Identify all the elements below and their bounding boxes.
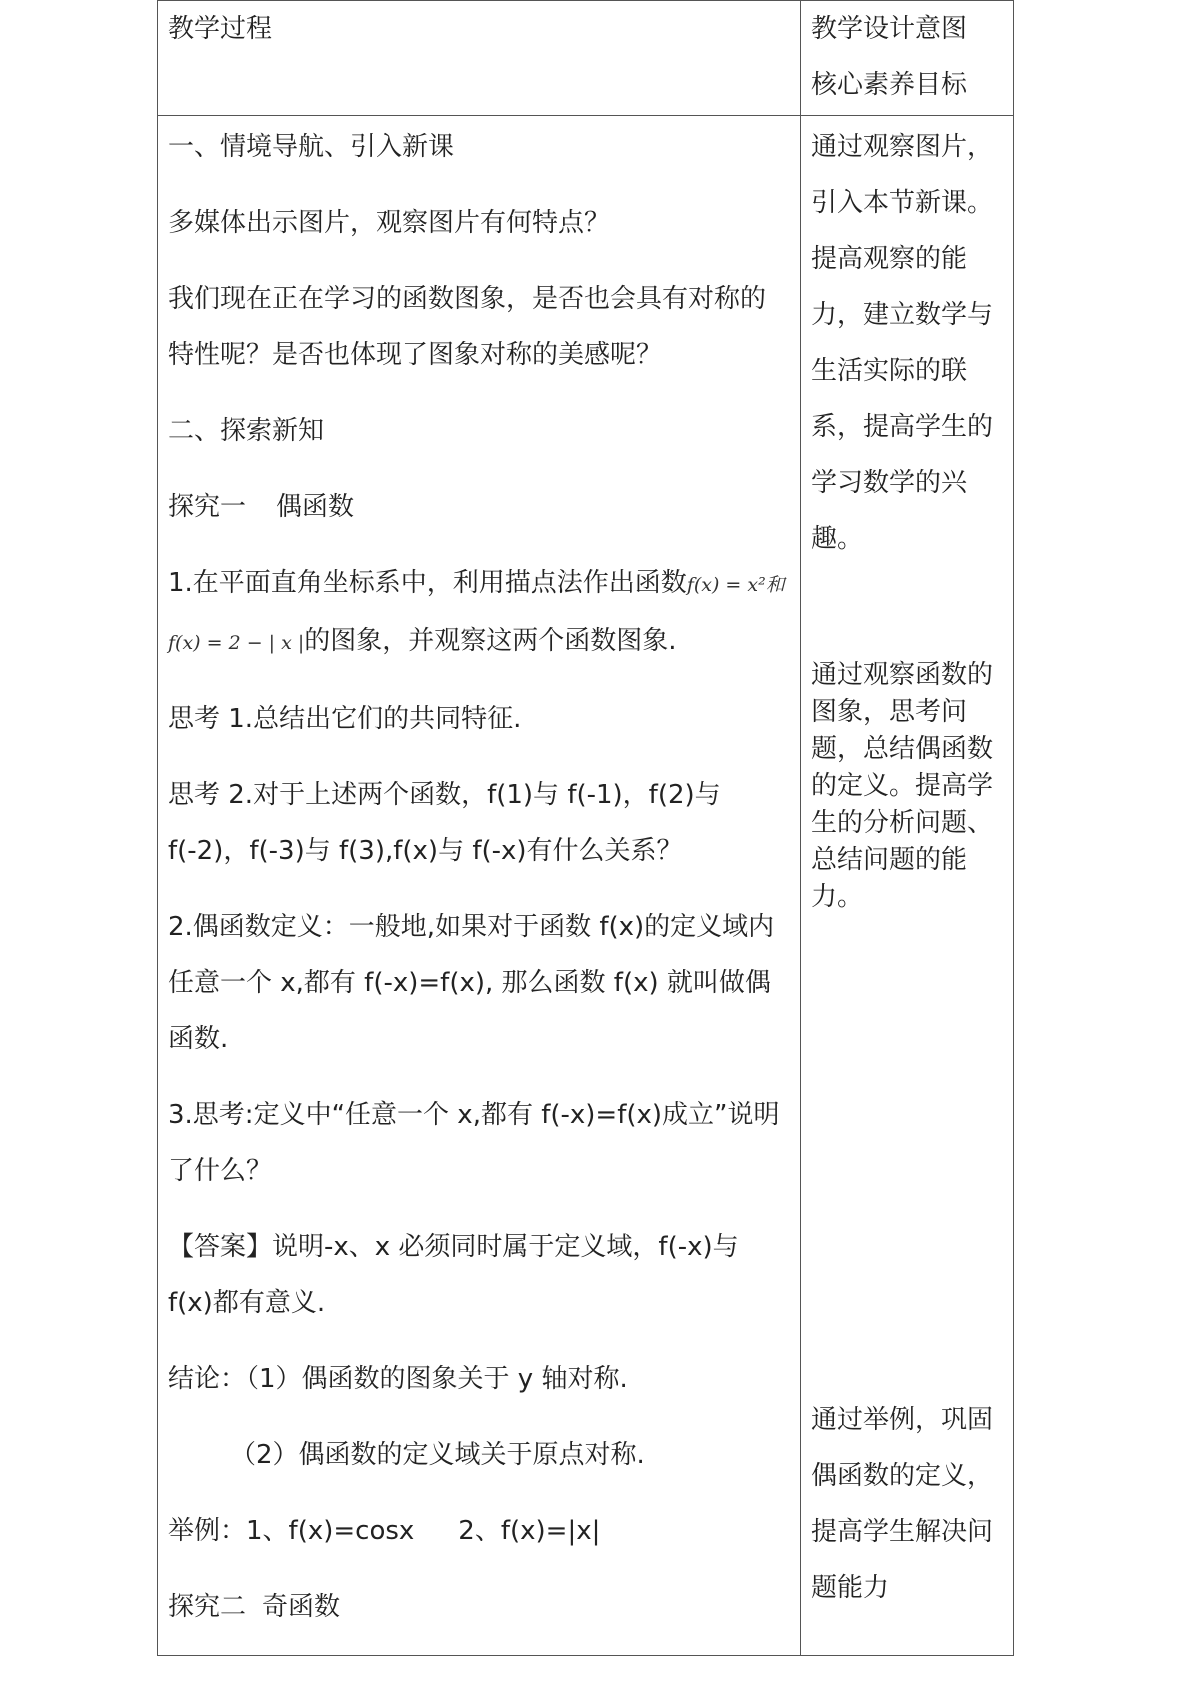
explore2-heading xyxy=(168,1579,790,1635)
item1-paragraph xyxy=(168,555,790,671)
explore2-label: 探究二 xyxy=(168,1592,247,1622)
design-note-2: 通过观察函数的图象，思考问题，总结偶函数的定义。提高学生的分析问题、总结问题的能力。 xyxy=(811,660,994,912)
explore1-topic: 偶函数 xyxy=(276,492,355,522)
item1-text-b: 的图象，并观察这两个函数图象. xyxy=(304,626,677,656)
example-2: 2、f(x)=|x| xyxy=(458,1516,601,1546)
item1-text-a: 1.在平面直角坐标系中，利用描点法作出函数 xyxy=(168,568,687,598)
header-teaching-process: 教学过程 xyxy=(168,14,273,44)
example-1: 举例：1、f(x)=cosx xyxy=(168,1516,415,1546)
lesson-table xyxy=(157,0,1014,1656)
design-note-1: 通过观察图片，引入本节新课。提高观察的能力，建立数学与生活实际的联系，提高学生的学习数学的兴趣。 xyxy=(811,132,994,554)
section1-paragraph2: 我们现在正在学习的函数图象，是否也会具有对称的特性呢？是否也体现了图象对称的美感呢？ xyxy=(168,284,767,370)
header-design-intent: 教学设计意图 xyxy=(811,14,968,44)
conclusion1-paragraph: 结论：（1）偶函数的图象关于 y 轴对称. xyxy=(168,1364,628,1394)
conclusion2-paragraph: （2）偶函数的定义域关于原点对称. xyxy=(230,1440,645,1470)
header-left-cell xyxy=(158,1,801,116)
section2-title: 二、探索新知 xyxy=(168,416,325,446)
body-left-cell xyxy=(158,116,801,1656)
think1-paragraph: 思考 1.总结出它们的共同特征. xyxy=(168,704,522,734)
explore1-heading xyxy=(168,479,790,535)
item2-definition: 2.偶函数定义：一般地,如果对于函数 f(x)的定义域内任意一个 x,都有 f(-x)=f(x), 那么函数 f(x) 就叫做偶函数. xyxy=(168,912,775,1054)
design-note-3: 通过举例，巩固偶函数的定义，提高学生解决问题能力 xyxy=(811,1405,994,1603)
header-core-literacy: 核心素养目标 xyxy=(811,70,968,100)
item3-question: 3.思考:定义中“任意一个 x,都有 f(-x)=f(x)成立”说明了什么？ xyxy=(168,1100,780,1186)
table-header-row xyxy=(158,1,1014,116)
section1-paragraph1: 多媒体出示图片，观察图片有何特点？ xyxy=(168,208,611,238)
example-paragraph xyxy=(168,1503,790,1559)
explore2-topic: 奇函数 xyxy=(262,1592,341,1622)
item1-formula: f(x) = x²和f(x) = 2 − | x | xyxy=(168,574,785,654)
explore1-label: 探究一 xyxy=(168,492,247,522)
section1-title: 一、情境导航、引入新课 xyxy=(168,132,455,162)
table-body-row xyxy=(158,116,1014,1656)
body-right-cell xyxy=(801,116,1014,1656)
answer-paragraph: 【答案】说明-x、x 必须同时属于定义域，f(-x)与 f(x)都有意义. xyxy=(168,1232,739,1318)
header-right-cell xyxy=(801,1,1014,116)
think2-paragraph: 思考 2.对于上述两个函数，f(1)与 f(-1)，f(2)与 f(-2)，f(-3)与 f(3),f(x)与 f(-x)有什么关系？ xyxy=(168,780,721,866)
